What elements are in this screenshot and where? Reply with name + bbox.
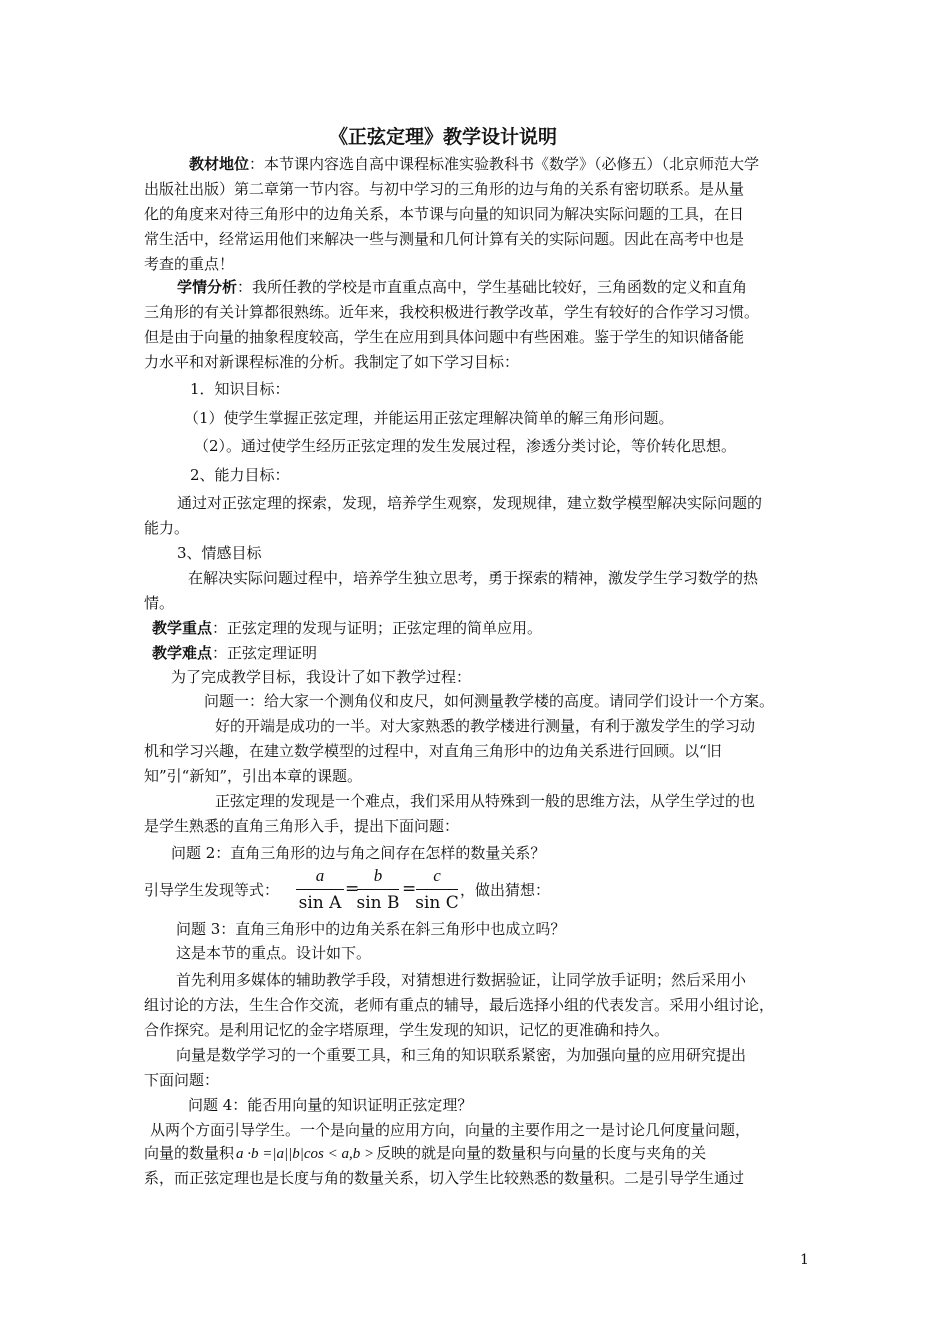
goal-1b: （2）。通过使学生经历正弦定理的发生发展过程，渗透分类讨论，等价转化思想。 bbox=[194, 437, 737, 455]
p6-line2-prefix: 向量的数量积 bbox=[144, 1144, 235, 1162]
p4-line1: 首先利用多媒体的辅助教学手段，对猜想进行数据验证，让同学放手证明；然后采用小 bbox=[176, 971, 747, 989]
p2-line2: 是学生熟悉的直角三角形入手，提出下面问题： bbox=[144, 817, 460, 835]
fraction-bar bbox=[416, 889, 458, 890]
focus-text: ：正弦定理的发现与证明；正弦定理的简单应用。 bbox=[212, 619, 543, 637]
jiaocai-line1: ：本节课内容选自高中课程标准实验教科书《数学》（必修五）（北京师范大学 bbox=[249, 155, 760, 173]
process-intro: 为了完成教学目标，我设计了如下教学过程： bbox=[171, 668, 472, 686]
jiaocai-line5: 考查的重点！ bbox=[144, 255, 235, 273]
difficulty-text: ：正弦定理证明 bbox=[212, 644, 318, 662]
question-3: 问题 3：直角三角形中的边角关系在斜三角形中也成立吗？ bbox=[176, 920, 566, 938]
question-2: 问题 2：直角三角形的边与角之间存在怎样的数量关系？ bbox=[171, 844, 546, 862]
goal-2-line1: 通过对正弦定理的探索，发现，培养学生观察，发现规律，建立数学模型解决实际问题的 bbox=[177, 494, 763, 512]
difficulty-label: 教学难点 bbox=[152, 644, 213, 662]
goal-3-heading: 3、情感目标 bbox=[177, 544, 262, 562]
equals-sign: = bbox=[345, 879, 360, 899]
fraction-c-denominator: sin C bbox=[415, 893, 459, 913]
p5-line1: 向量是数学学习的一个重要工具，和三角的知识联系紧密，为加强向量的应用研究提出 bbox=[176, 1046, 747, 1064]
p1-line2: 机和学习兴趣，在建立数学模型的过程中，对直角三角形中的边角关系进行回顾。以“旧 bbox=[144, 742, 722, 760]
xueqing-line1: ：我所任教的学校是市直重点高中，学生基础比较好，三角函数的定义和直角 bbox=[237, 278, 748, 296]
question-1: 问题一：给大家一个测角仪和皮尺，如何测量教学楼的高度。请同学们设计一个方案。 bbox=[204, 692, 775, 710]
fraction-c-numerator: c bbox=[433, 866, 441, 885]
p1-line1: 好的开端是成功的一半。对大家熟悉的教学楼进行测量，有利于激发学生的学习动 bbox=[215, 717, 756, 735]
p4-line2: 组讨论的方法，生生合作交流，老师有重点的辅导，最后选择小组的代表发言。采用小组讨论， bbox=[144, 996, 775, 1014]
fraction-b-numerator: b bbox=[373, 866, 383, 885]
xueqing-label: 学情分析 bbox=[177, 278, 238, 296]
focus-label: 教学重点 bbox=[152, 619, 213, 637]
paragraph-jiaocai bbox=[189, 154, 759, 174]
goal-3-line2: 情。 bbox=[144, 594, 175, 612]
jiaocai-label: 教材地位 bbox=[189, 155, 250, 173]
xueqing-line3: 但是由于向量的抽象程度较高，学生在应用到具体问题中有些困难。鉴于学生的知识储备能 bbox=[144, 328, 745, 346]
fraction-bar bbox=[296, 889, 344, 890]
jiaocai-line3: 化的角度来对待三角形中的边角关系，本节课与向量的知识同为解决实际问题的工具，在日 bbox=[144, 205, 745, 223]
goal-3-line1: 在解决实际问题过程中，培养学生独立思考，勇于探索的精神，激发学生学习数学的热 bbox=[188, 569, 759, 587]
guide-suffix: ，做出猜想： bbox=[460, 881, 551, 899]
xueqing-line2: 三角形的有关计算都很熟练。近年来，我校积极进行教学改革，学生有较好的合作学习习惯。 bbox=[144, 303, 760, 321]
page-title: 《正弦定理》教学设计说明 bbox=[329, 126, 558, 148]
p3: 这是本节的重点。设计如下。 bbox=[176, 944, 372, 962]
p1-line3: 知”引“新知”，引出本章的课题。 bbox=[144, 767, 363, 785]
p6-line3: 系，而正弦定理也是长度与角的数量关系，切入学生比较熟悉的数量积。二是引导学生通过 bbox=[144, 1169, 745, 1187]
p4-line3: 合作探究。是利用记忆的金字塔原理，学生发现的知识，记忆的更准确和持久。 bbox=[144, 1021, 670, 1039]
fraction-a-over-sinA bbox=[296, 866, 344, 913]
question-4: 问题 4：能否用向量的知识证明正弦定理？ bbox=[188, 1096, 473, 1114]
jiaocai-line2: 出版社出版）第二章第一节内容。与初中学习的三角形的边与角的关系有密切联系。是从量 bbox=[144, 180, 745, 198]
goal-1-heading: 1．知识目标： bbox=[190, 380, 290, 398]
goal-1a: （1）使学生掌握正弦定理，并能运用正弦定理解决简单的解三角形问题。 bbox=[184, 409, 674, 427]
p6-line2-suffix: 反映的就是向量的数量积与向量的长度与夹角的关 bbox=[376, 1144, 707, 1162]
fraction-b-denominator: sin B bbox=[356, 893, 400, 913]
goal-2-heading: 2、能力目标： bbox=[190, 466, 290, 484]
fraction-c-over-sinC bbox=[416, 866, 458, 913]
teaching-difficulty bbox=[152, 643, 317, 663]
p6-line1: 从两个方面引导学生。一个是向量的应用方向，向量的主要作用之一是讨论几何度量问题， bbox=[150, 1121, 751, 1139]
fraction-bar bbox=[357, 889, 399, 890]
fraction-a-denominator: sin A bbox=[298, 893, 342, 913]
goal-2-line2: 能力。 bbox=[144, 519, 190, 537]
fraction-b-over-sinB bbox=[357, 866, 399, 913]
dot-product-formula: a ·b =|a||b|cos < a,b > bbox=[236, 1146, 375, 1162]
page-number: 1 bbox=[800, 1252, 809, 1268]
guide-prefix: 引导学生发现等式： bbox=[144, 881, 280, 899]
p2-line1: 正弦定理的发现是一个难点，我们采用从特殊到一般的思维方法，从学生学过的也 bbox=[215, 792, 756, 810]
paragraph-xueqing bbox=[177, 277, 747, 297]
fraction-a-numerator: a bbox=[315, 866, 325, 885]
p5-line2: 下面问题： bbox=[144, 1071, 220, 1089]
teaching-focus bbox=[152, 618, 542, 638]
xueqing-line4: 力水平和对新课程标准的分析。我制定了如下学习目标： bbox=[144, 353, 520, 371]
p6-line2 bbox=[144, 1143, 706, 1164]
equals-sign: = bbox=[402, 879, 417, 899]
jiaocai-line4: 常生活中，经常运用他们来解决一些与测量和几何计算有关的实际问题。因此在高考中也是 bbox=[144, 230, 745, 248]
